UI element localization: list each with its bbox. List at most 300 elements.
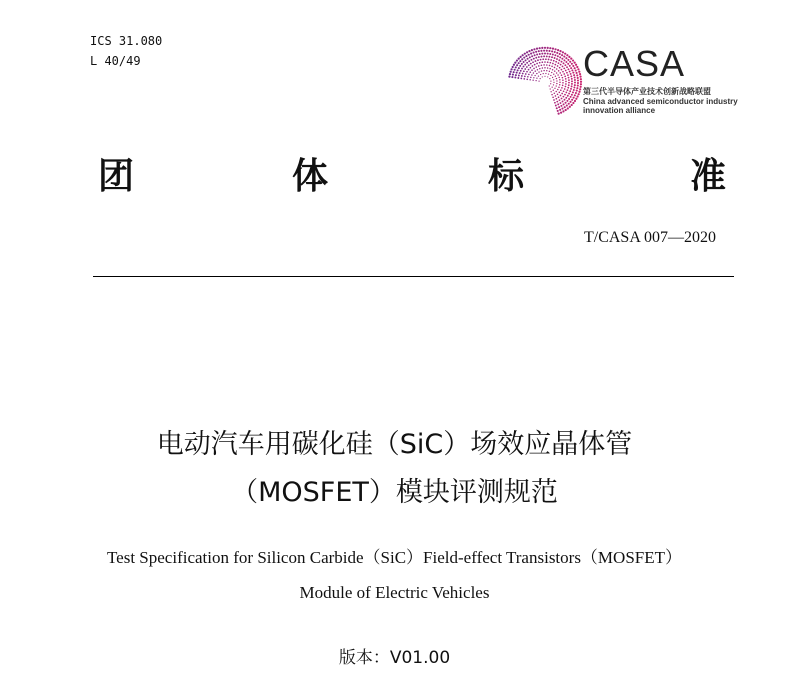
logo-dot bbox=[564, 64, 566, 66]
logo-dot bbox=[552, 48, 554, 50]
logo-dot bbox=[542, 58, 544, 60]
logo-dot bbox=[550, 83, 551, 84]
logo-dot bbox=[567, 63, 569, 65]
logo-dot bbox=[575, 98, 577, 100]
logo-dot bbox=[514, 61, 516, 63]
logo-dot bbox=[556, 78, 557, 79]
ics-code: ICS 31.080 bbox=[90, 34, 163, 48]
logo-dot bbox=[547, 61, 549, 63]
logo-dot bbox=[527, 76, 529, 78]
logo-dot bbox=[550, 88, 551, 89]
logo-dot bbox=[560, 89, 562, 91]
logo-dot bbox=[566, 66, 568, 68]
logo-dot bbox=[569, 101, 571, 103]
logo-dot bbox=[544, 67, 546, 69]
logo-dot bbox=[554, 48, 556, 50]
logo-dot bbox=[557, 103, 559, 105]
logo-dot bbox=[578, 93, 580, 95]
logo-dot bbox=[574, 61, 576, 63]
logo-dot bbox=[571, 63, 573, 65]
logo-dot bbox=[571, 104, 573, 106]
logo-dot bbox=[565, 83, 567, 85]
logo-dot bbox=[553, 79, 554, 80]
logo-dot bbox=[541, 61, 543, 63]
logo-dot bbox=[540, 50, 542, 52]
logo-dot bbox=[563, 73, 565, 75]
logo-dot bbox=[527, 58, 529, 60]
logo-dot bbox=[565, 92, 567, 94]
logo-dot bbox=[539, 62, 541, 64]
logo-dot bbox=[550, 75, 551, 76]
logo-dot bbox=[562, 66, 564, 68]
logo-dot bbox=[571, 94, 573, 96]
logo-dot bbox=[556, 85, 557, 86]
logo-dot bbox=[574, 67, 576, 69]
logo-dot bbox=[558, 86, 560, 88]
logo-dot bbox=[535, 51, 537, 53]
logo-dot bbox=[528, 54, 530, 56]
logo-dot bbox=[522, 73, 524, 75]
logo-dot bbox=[517, 77, 519, 79]
logo-dot bbox=[562, 85, 564, 87]
logo-dot bbox=[533, 58, 535, 60]
logo-dot bbox=[550, 91, 551, 92]
logo-dot bbox=[580, 86, 582, 88]
logo-dot bbox=[536, 63, 538, 65]
logo-dot bbox=[523, 78, 525, 80]
logo-dot bbox=[567, 74, 569, 76]
logo-dot bbox=[574, 100, 576, 102]
logo-dot bbox=[545, 73, 546, 74]
logo-dot bbox=[569, 106, 571, 108]
logo-dot bbox=[531, 49, 533, 51]
casa-logo-icon bbox=[505, 42, 585, 122]
logo-dot bbox=[526, 62, 528, 64]
logo-dot bbox=[576, 90, 578, 92]
logo-dot bbox=[546, 64, 548, 66]
logo-dot bbox=[574, 84, 576, 86]
logo-dot bbox=[573, 97, 575, 99]
logo-dot bbox=[557, 49, 559, 51]
logo-dot bbox=[548, 59, 550, 61]
logo-dot bbox=[571, 99, 573, 101]
logo-dot bbox=[534, 54, 536, 56]
logo-dot bbox=[523, 61, 525, 63]
logo-dot bbox=[523, 70, 525, 72]
logo-dot bbox=[576, 74, 578, 76]
logo-dot bbox=[580, 83, 582, 85]
logo-dot bbox=[563, 56, 565, 58]
logo-dot bbox=[560, 64, 562, 66]
logo-dot bbox=[563, 103, 565, 105]
title-cn-line1: 电动汽车用碳化硅（SiC）场效应晶体管 bbox=[156, 429, 633, 460]
logo-dot bbox=[570, 75, 572, 77]
logo-dot bbox=[557, 93, 559, 95]
logo-dot bbox=[549, 85, 550, 86]
logo-dot bbox=[577, 95, 579, 97]
logo-dot bbox=[565, 86, 567, 88]
logo-dot bbox=[531, 69, 533, 71]
logo-dot bbox=[510, 68, 512, 70]
logo-dot bbox=[536, 78, 537, 79]
logo-dot bbox=[554, 92, 556, 94]
logo-dot bbox=[513, 71, 515, 73]
logo-dot bbox=[577, 85, 579, 87]
logo-dot bbox=[541, 70, 542, 71]
logo-dot bbox=[568, 98, 570, 100]
logo-dot bbox=[543, 64, 545, 66]
logo-dot bbox=[553, 90, 554, 91]
logo-dot bbox=[546, 70, 547, 71]
logo-dot bbox=[526, 66, 528, 68]
title-en-line1: Test Specification for Silicon Carbide（SiC）Field-effect Transistors（MOSFET） bbox=[106, 548, 683, 567]
logo-dot bbox=[543, 73, 544, 74]
logo-dot bbox=[529, 71, 531, 73]
logo-dot bbox=[558, 59, 560, 61]
logo-dot bbox=[538, 50, 540, 52]
logo-dot bbox=[528, 50, 530, 52]
divider bbox=[93, 276, 734, 277]
logo-dot bbox=[558, 62, 560, 64]
logo-dot bbox=[564, 99, 566, 101]
logo-dot bbox=[558, 77, 560, 79]
classification-code: L 40/49 bbox=[90, 54, 141, 68]
logo-dot bbox=[524, 76, 526, 78]
logo-dot bbox=[533, 72, 535, 74]
logo-dot bbox=[556, 83, 557, 84]
logo-dot bbox=[548, 73, 549, 74]
logo-dot bbox=[543, 50, 545, 52]
logo-dot bbox=[565, 78, 567, 80]
logo-dot bbox=[518, 62, 520, 64]
logo-dot bbox=[559, 99, 561, 101]
logo-dot bbox=[534, 64, 536, 66]
logo-dot bbox=[547, 47, 549, 49]
logo-dot bbox=[557, 74, 559, 76]
logo-dot bbox=[570, 58, 572, 60]
logo-dot bbox=[548, 56, 550, 58]
logo-en-line2: innovation alliance bbox=[583, 106, 656, 115]
logo-dot bbox=[563, 62, 565, 64]
logo-dot bbox=[574, 94, 576, 96]
logo-dot bbox=[559, 109, 561, 111]
logo-dot bbox=[562, 101, 564, 103]
logo-dot bbox=[535, 57, 537, 59]
heading-char: 准 bbox=[690, 156, 727, 197]
logo-dot bbox=[538, 65, 540, 67]
logo-dot bbox=[561, 87, 563, 89]
logo-dot bbox=[515, 66, 517, 68]
logo-dot bbox=[544, 61, 546, 63]
logo-dot bbox=[533, 52, 535, 54]
logo-dot bbox=[530, 67, 532, 69]
logo-dot bbox=[554, 67, 556, 69]
logo-dot bbox=[548, 50, 550, 52]
logo-dot bbox=[532, 80, 533, 81]
logo-dot bbox=[547, 53, 549, 55]
logo-dot bbox=[552, 63, 554, 65]
logo-dot bbox=[574, 79, 576, 81]
logo-dot bbox=[573, 89, 575, 91]
standard-number: T/CASA 007—2020 bbox=[583, 229, 716, 246]
logo-dot bbox=[514, 69, 516, 71]
logo-dot bbox=[565, 61, 567, 63]
logo-dot bbox=[564, 94, 566, 96]
logo-dot bbox=[537, 59, 539, 61]
logo-dot bbox=[556, 98, 558, 100]
logo-dot bbox=[552, 96, 554, 98]
logo-dot bbox=[554, 64, 556, 66]
logo-dot bbox=[562, 51, 564, 53]
logo-dot bbox=[571, 85, 573, 87]
logo-dot bbox=[574, 82, 576, 84]
logo-dot bbox=[559, 53, 561, 55]
title-en-line2: Module of Electric Vehicles bbox=[299, 583, 490, 602]
logo-dot bbox=[549, 68, 551, 70]
logo-dot bbox=[525, 73, 527, 75]
logo-dot bbox=[554, 54, 556, 56]
logo-dot bbox=[535, 80, 536, 81]
logo-dot bbox=[575, 69, 577, 71]
logo-dot bbox=[559, 84, 561, 86]
logo-dot bbox=[559, 72, 561, 74]
logo-dot bbox=[566, 104, 568, 106]
logo-dot bbox=[561, 93, 563, 95]
logo-dot bbox=[539, 68, 541, 70]
logo-dot bbox=[576, 72, 578, 74]
logo-dot bbox=[568, 56, 570, 58]
logo-dot bbox=[546, 55, 548, 57]
logo-dot bbox=[565, 109, 567, 111]
logo-dot bbox=[555, 95, 557, 97]
logo-dot bbox=[564, 53, 566, 55]
logo-dot bbox=[519, 65, 521, 67]
heading-char: 体 bbox=[292, 156, 329, 197]
logo-dot bbox=[542, 76, 543, 77]
logo-dot bbox=[541, 64, 543, 66]
logo-dot bbox=[556, 107, 558, 109]
logo-dot bbox=[561, 54, 563, 56]
logo-dot bbox=[558, 96, 560, 98]
logo-dot bbox=[520, 56, 522, 58]
logo-dot bbox=[566, 54, 568, 56]
logo-dot bbox=[533, 77, 534, 78]
logo-dot bbox=[567, 59, 569, 61]
logo-dot bbox=[580, 78, 582, 80]
logo-dot bbox=[551, 65, 553, 67]
logo-dot bbox=[560, 105, 562, 107]
logo-dot bbox=[560, 95, 562, 97]
logo-dot bbox=[574, 77, 576, 79]
logo-dot bbox=[561, 61, 563, 63]
logo-cn-name: 第三代半导体产业技术创新战略联盟 bbox=[583, 87, 711, 96]
logo-dot bbox=[533, 68, 535, 70]
logo-dot bbox=[515, 74, 517, 76]
logo-dot bbox=[540, 78, 541, 79]
logo-dot bbox=[554, 51, 556, 53]
heading-char: 标 bbox=[488, 156, 525, 197]
logo-dot bbox=[517, 69, 519, 71]
logo-dot bbox=[578, 91, 580, 93]
logo-dot bbox=[555, 61, 557, 63]
logo-dot bbox=[549, 53, 551, 55]
logo-dot bbox=[528, 60, 530, 62]
logo-dot bbox=[552, 54, 554, 56]
logo-dot bbox=[544, 47, 546, 49]
logo-dot bbox=[569, 71, 571, 73]
logo-dot bbox=[535, 70, 537, 72]
logo-dot bbox=[554, 102, 556, 104]
logo-dot bbox=[571, 78, 573, 80]
logo-dot bbox=[560, 102, 562, 104]
logo-dot bbox=[553, 84, 554, 85]
logo-dot bbox=[557, 55, 559, 57]
logo-dot bbox=[564, 88, 566, 90]
logo-dot bbox=[572, 65, 574, 67]
logo-dot bbox=[568, 93, 570, 95]
logo-dot bbox=[557, 110, 559, 112]
logo-dot bbox=[556, 52, 558, 54]
logo-dot bbox=[549, 62, 551, 64]
logo-dot bbox=[526, 79, 528, 81]
logo-dot bbox=[549, 47, 551, 49]
logo-dot bbox=[537, 69, 539, 71]
logo-dot bbox=[572, 91, 574, 93]
logo-dot bbox=[557, 65, 559, 67]
logo-dot bbox=[572, 102, 574, 104]
logo-dot bbox=[542, 67, 544, 69]
heading-char: 团 bbox=[98, 156, 135, 197]
version-label: 版本：V01.00 bbox=[338, 648, 451, 668]
logo-dot bbox=[552, 69, 554, 71]
logo-dot bbox=[513, 64, 515, 66]
logo-dot bbox=[565, 70, 567, 72]
logo-dot bbox=[564, 106, 566, 108]
logo-dot bbox=[576, 87, 578, 89]
logo-dot bbox=[535, 60, 537, 62]
logo-dot bbox=[553, 99, 555, 101]
logo-dot bbox=[529, 56, 531, 58]
logo-dot bbox=[549, 71, 550, 72]
logo-dot bbox=[577, 79, 579, 81]
logo-dot bbox=[567, 95, 569, 97]
logo-dot bbox=[579, 88, 581, 90]
logo-dot bbox=[559, 50, 561, 52]
logo-dot bbox=[580, 81, 582, 83]
logo-dot bbox=[518, 58, 520, 60]
logo-dot bbox=[544, 76, 545, 77]
logo-dot bbox=[562, 71, 564, 73]
logo-dot bbox=[538, 56, 540, 58]
logo-dot bbox=[539, 47, 541, 49]
logo-dot bbox=[563, 90, 565, 92]
logo-dot bbox=[524, 64, 526, 66]
logo-dot bbox=[568, 77, 570, 79]
logo-dot bbox=[532, 61, 534, 63]
logo-dot bbox=[554, 88, 555, 89]
logo-dot bbox=[511, 76, 513, 78]
logo-dot bbox=[577, 82, 579, 84]
logo-dot bbox=[567, 87, 569, 89]
logo-dot bbox=[528, 69, 530, 71]
logo-dot bbox=[552, 77, 553, 78]
logo-dot bbox=[528, 74, 530, 76]
logo-dot bbox=[569, 90, 571, 92]
logo-dot bbox=[540, 74, 541, 75]
logo-dot bbox=[550, 59, 552, 61]
logo-dot bbox=[553, 82, 554, 83]
logo-dot bbox=[551, 72, 552, 73]
logo-dot bbox=[570, 67, 572, 69]
logo-dot bbox=[518, 75, 520, 77]
logo-dot bbox=[567, 107, 569, 109]
logo-dot bbox=[570, 96, 572, 98]
logo-dot bbox=[561, 98, 563, 100]
logo-dot bbox=[534, 75, 535, 76]
title-cn-line2: （MOSFET）模块评测规范 bbox=[231, 477, 558, 508]
logo-dot bbox=[560, 112, 562, 114]
logo-dot bbox=[559, 67, 561, 69]
logo-dot bbox=[551, 50, 553, 52]
logo-dot bbox=[538, 81, 539, 82]
logo-dot bbox=[575, 64, 577, 66]
logo-dot bbox=[520, 70, 522, 72]
logo-dot bbox=[526, 71, 528, 73]
logo-dot bbox=[561, 58, 563, 60]
logo-dot bbox=[526, 51, 528, 53]
logo-dot bbox=[562, 82, 564, 84]
logo-dot bbox=[508, 76, 510, 78]
logo-dot bbox=[525, 59, 527, 61]
logo-dot bbox=[530, 77, 532, 79]
logo-dot bbox=[535, 66, 537, 68]
logo-dot bbox=[561, 69, 563, 71]
logo-dot bbox=[521, 58, 523, 60]
logo-dot bbox=[562, 96, 564, 98]
logo-dot bbox=[521, 75, 523, 77]
logo-dot bbox=[577, 77, 579, 79]
logo-dot bbox=[521, 63, 523, 65]
logo-dot bbox=[516, 64, 518, 66]
logo-dot bbox=[566, 100, 568, 102]
logo-dot bbox=[541, 47, 543, 49]
logo-dot bbox=[538, 71, 539, 72]
logo-dot bbox=[571, 80, 573, 82]
logo-dot bbox=[556, 58, 558, 60]
logo-dot bbox=[562, 77, 564, 79]
logo-dot bbox=[514, 77, 516, 79]
logo-dot bbox=[578, 71, 580, 73]
logo-dot bbox=[567, 89, 569, 91]
logo-dot bbox=[558, 70, 560, 72]
logo-dot bbox=[510, 71, 512, 73]
logo-dot bbox=[573, 87, 575, 89]
logo-dot bbox=[544, 53, 546, 55]
logo-dot bbox=[530, 53, 532, 55]
logo-dot bbox=[531, 74, 533, 76]
logo-dot bbox=[565, 81, 567, 83]
logo-dot bbox=[568, 82, 570, 84]
logo-dot bbox=[575, 92, 577, 94]
logo-dot bbox=[559, 56, 561, 58]
logo-dot bbox=[529, 79, 531, 81]
logo-dot bbox=[522, 54, 524, 56]
logo-dot bbox=[525, 55, 527, 57]
logo-dot bbox=[556, 101, 558, 103]
logo-dot bbox=[565, 57, 567, 59]
logo-dot bbox=[543, 70, 544, 71]
logo-dot bbox=[558, 106, 560, 108]
